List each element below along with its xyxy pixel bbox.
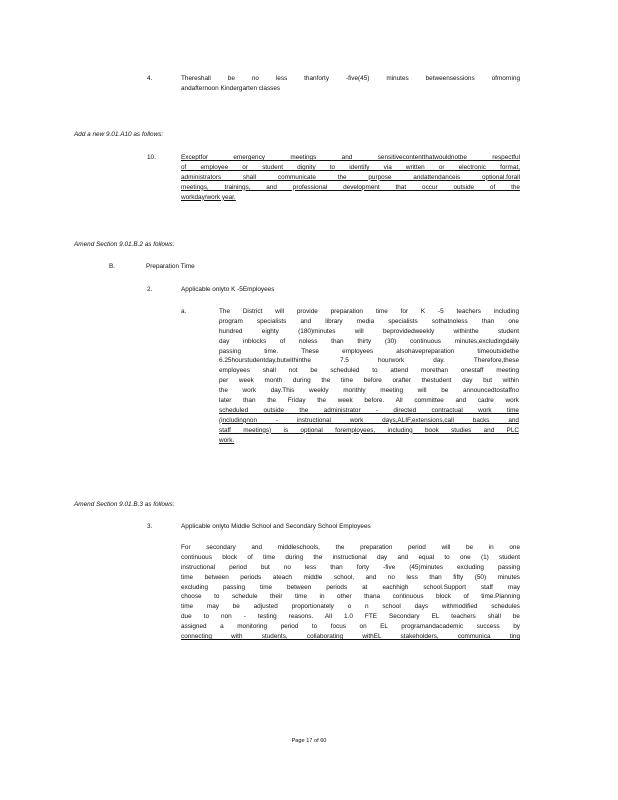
text-line: passing time. These employees alsohavepreparation timeoutsidethe — [219, 347, 519, 355]
text-line: staff meetings) is optional foremployees, including book studies and PLC — [219, 426, 519, 434]
text-line: day inblocks of noless than thirty (30) continuous minutes,excludingdaily — [219, 337, 519, 345]
text-line: (includingnon - instructional work days,ALIF,extensions,call backs and — [219, 416, 519, 424]
subsection-title: Preparation Time — [146, 263, 195, 270]
text-line: due to non - testing reasons. All 1.0 FTE Secondary EL teachers shall be — [181, 613, 520, 621]
item4-paragraph — [181, 74, 520, 94]
text-line: choose to schedule their time in other thana continuous block of time.Planning — [181, 593, 520, 601]
a10-paragraph — [181, 153, 520, 202]
item-number: 10. — [147, 154, 156, 161]
text-line: 6.25hourstudentday,butwithinthe 7.5 hourwork day. Therefore,these — [219, 357, 519, 365]
section-heading: Add a new 9.01.A10 as follows: — [74, 131, 164, 138]
b3-paragraph — [181, 543, 520, 642]
text-line: time between periods ateach middle school, and no less than fifty (50) minutes — [181, 573, 520, 581]
text-line: work. — [219, 436, 235, 444]
text-line: administrators shall communicate the purpose andattendanceis optional.forall — [181, 173, 520, 181]
item-number: 2. — [147, 286, 153, 293]
text-line: program specialists and library media specialists sothatnoless than one — [219, 317, 519, 325]
page-number-footer: Page 17 of 60 — [291, 738, 327, 744]
item-number: 4. — [147, 75, 153, 82]
text-line: The District will provide preparation time for K -5 teachers including — [219, 308, 519, 315]
text-line: assigned a monitoring period to focus on EL programandacademic success by — [181, 623, 520, 631]
text-line: employees shall not be scheduled to attend morethan onestaff meeting — [219, 367, 519, 375]
text-line: per week month during the time before orafter thestudent day but within — [219, 377, 519, 385]
text-line: continuous block of time during the instructional day and equal to one (1) student — [181, 553, 520, 561]
text-line: Thereshall be no less thanforty -five(45) minutes betweensessions ofmorning — [181, 75, 520, 82]
item-title: Applicable onlyto Middle School and Secondary School Employees — [181, 523, 371, 530]
text-line: For secondary and middleschools, the preparation period will be in one — [181, 544, 520, 551]
item-title: Applicable onlyto K -5Employees — [181, 286, 275, 293]
text-line: workday/work year. — [181, 193, 236, 201]
subsection-letter: B. — [109, 263, 116, 270]
section-heading: Amend Section 9.01.B.3 as follows: — [74, 501, 175, 508]
text-line: excluding passing time between periods at eachhigh school.Support staff may — [181, 583, 520, 591]
b2a-paragraph — [219, 307, 519, 445]
text-line: time may be adjusted proportionately o n school days withmodified schedules — [181, 603, 520, 611]
text-line: connecting with students, collaborating withEL stakeholders, communica ting — [181, 633, 520, 641]
text-line: andafternoon Kindergarten classes — [181, 84, 281, 92]
text-line: scheduled outside the administrator - directed contractual work time — [219, 406, 519, 414]
text-line: hundred eighty (180)minutes will beprovidedweekly withinthe student — [219, 327, 519, 335]
text-line: later than the Friday the week before. All committee and cadre work — [219, 397, 519, 405]
text-line: instructional period but no less than forty -five (45)minutes excluding passing — [181, 563, 520, 571]
text-line: the work day.This weekly monthly meeting will be announcedtostaffno — [219, 387, 519, 395]
text-line: of employee or student dignity to identify via written or electronic format, — [181, 163, 520, 171]
text-line: Exceptfor emergency meetings and sensitivecontentthatwouldnotbe respectful — [181, 154, 520, 161]
clause-letter: a. — [181, 308, 187, 315]
item-number: 3. — [147, 523, 153, 530]
text-line: meetings, trainings, and professional development that occur outside of the — [181, 183, 520, 191]
section-heading: Amend Section 9.01.B.2 as follows: — [74, 241, 175, 248]
